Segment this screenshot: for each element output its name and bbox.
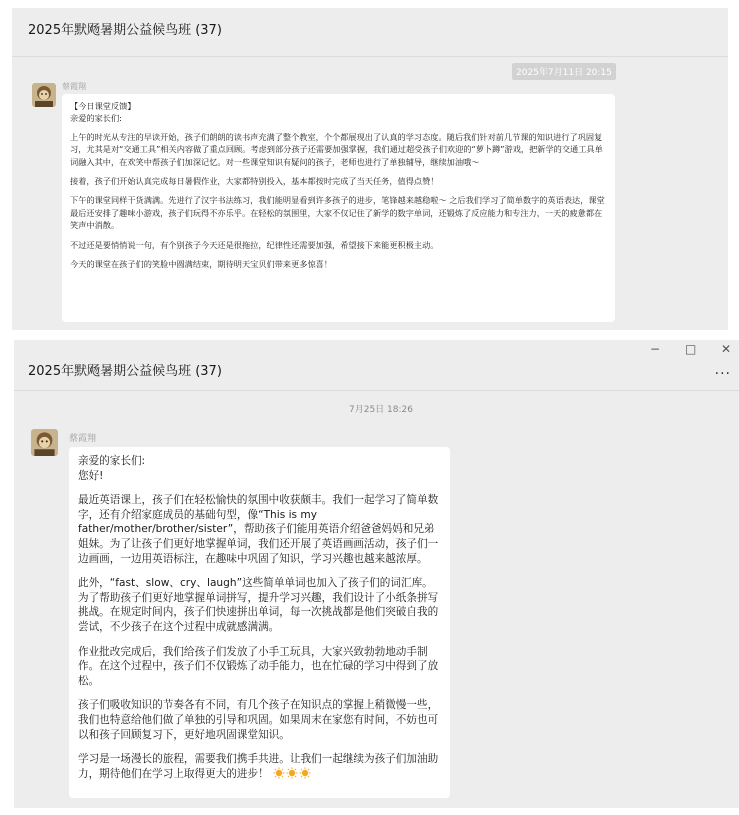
message-paragraph: 最近英语课上，孩子们在轻松愉快的氛围中收获颇丰。我们一起学习了简单数字，还有介绍家庭成员的基础句型，像“This is my father/mother/brother/sister”，帮助孩子们能用英语介绍爸爸妈妈和兄弟姐妹。为了让孩子们更好地掌握单词，我们还开展了英语画画活动，孩子们一边画画，一边用英语标注，在趣味中巩固了知识，学习兴趣也越来越浓厚。 [78, 494, 439, 565]
sender-name: 蔡霞翔 [69, 434, 97, 444]
chat-title[interactable]: 2025年默飏暑期公益候鸟班 (37) [28, 23, 222, 38]
message-paragraph: 今天的课堂在孩子们的笑脸中圆满结束，期待明天宝贝们带来更多惊喜！ [70, 259, 333, 270]
message-paragraph: 下午的课堂同样干货满满。先进行了汉字书法练习，我们能明显看到许多孩子的进步，笔锋越来越稳啦～ 之后我们学习了简单数字的英语表达，课堂最后还安排了趣味小游戏，孩子们玩得不亦乐乎。在轻松的氛围里，大家不仅记住了新学的数字单词，还锻炼了反应能力和专注力，一天的疲惫都在笑声中消散。 [70, 195, 605, 231]
message-paragraph: 接着，孩子们开始认真完成每日暑假作业，大家都特别投入，基本都按时完成了当天任务，值得点赞！ [70, 176, 439, 187]
chat-header [14, 340, 739, 391]
avatar-image [31, 429, 58, 456]
message-heading: 【今日课堂反馈】 [70, 101, 136, 111]
message-closing: 学习是一场漫长的旅程，需要我们携手共进。让我们一起继续为孩子们加油助力，期待他们在学习上取得更大的进步！ [78, 753, 439, 780]
message-timestamp: 7月25日 18:26 [349, 405, 413, 415]
sun-emoji [299, 767, 311, 779]
message-greeting: 亲爱的家长们: [78, 455, 146, 467]
message-bubble[interactable] [69, 447, 450, 798]
close-icon[interactable]: ✕ [721, 342, 732, 356]
sender-avatar[interactable] [31, 429, 58, 456]
chat-title[interactable]: 2025年默飏暑期公益候鸟班 (37) [28, 364, 222, 379]
message-paragraph: 上午的时光从专注的早读开始，孩子们朗朗的读书声充满了整个教室，个个都展现出了认真的学习态度。随后我们针对前几节课的知识进行了巩固复习，尤其是对“交通工具”相关内容做了重点回顾。考虑到部分孩子还需要加强掌握，我们通过超受孩子们欢迎的“萝卜蹲”游戏，把新学的交通工具单词融入其中，在欢笑中帮孩子们加深记忆。对一些课堂知识有疑问的孩子，老师也进行了单独辅导，继续加油哦～ [70, 131, 603, 167]
message-bubble[interactable] [62, 94, 615, 322]
message-closing-paragraph [78, 752, 441, 781]
chat-window-1 [12, 8, 728, 330]
message-paragraph: 作业批改完成后，我们给孩子们发放了小手工玩具，大家兴致勃勃地动手制作。在这个过程中，孩子们不仅锻炼了动手能力，也在忙碌的学习中得到了放松。 [78, 645, 439, 687]
minimize-icon[interactable]: − [650, 342, 661, 356]
message-timestamp: 2025年7月11日 20:15 [512, 63, 616, 80]
message-greeting: 亲爱的家长们: [70, 113, 122, 124]
message-paragraph: 不过还是要悄悄说一句，有个别孩子今天还是很拖拉，纪律性还需要加强，希望接下来能更积极主动。 [70, 239, 439, 250]
chat-window-2 [14, 340, 739, 808]
message-paragraph: 孩子们吸收知识的节奏各有不同，有几个孩子在知识点的掌握上稍微慢一些，我们也特意给他们做了单独的引导和巩固。如果周末在家您有时间，不妨也可以和孩子回顾复习下，更好地巩固课堂知识。 [78, 699, 439, 741]
message-paragraph: 此外，“fast、slow、cry、laugh”这些简单单词也加入了孩子们的词汇库。为了帮助孩子们更好地掌握单词拼写，提升学习兴趣，我们设计了小纸条拼写挑战。在规定时间内，孩子们快速拼出单词，每一次挑战都是他们突破自我的尝试，不少孩子在这个过程中成就感满满。 [78, 577, 439, 633]
chat-header [12, 8, 728, 57]
sender-name: 蔡霞翔 [62, 82, 86, 91]
message-hello: 您好! [78, 469, 104, 482]
maximize-icon[interactable]: □ [685, 342, 697, 356]
sender-avatar[interactable] [32, 83, 56, 107]
sun-emoji [286, 767, 298, 779]
avatar-image [32, 83, 56, 107]
sun-emoji [273, 767, 285, 779]
more-icon[interactable]: ··· [714, 366, 731, 382]
